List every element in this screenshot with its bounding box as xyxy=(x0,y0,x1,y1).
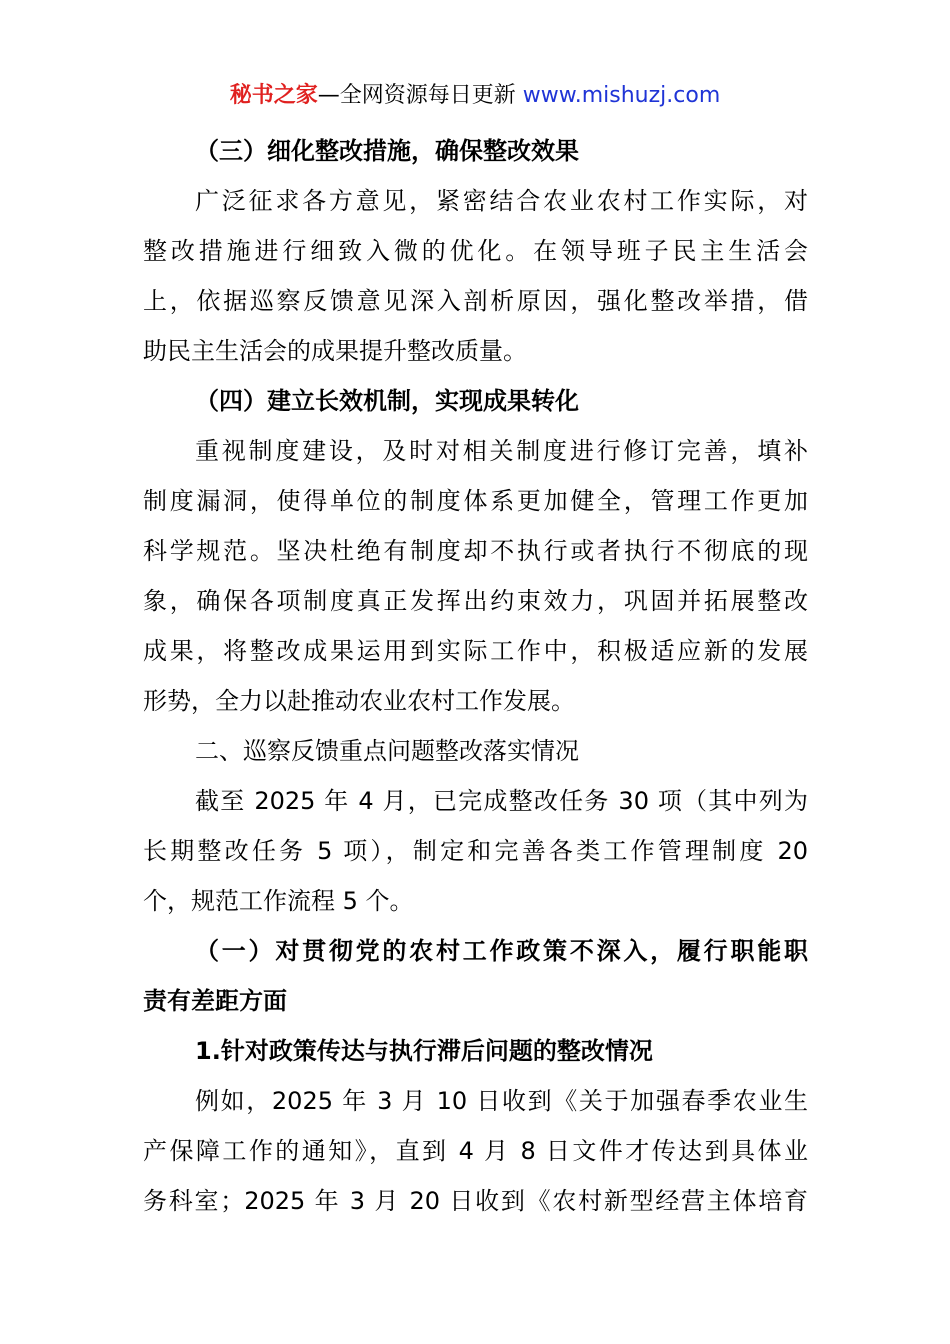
paragraph-line: 助民主生活会的成果提升整改质量。 xyxy=(143,337,527,365)
document-body xyxy=(143,126,808,1226)
section-heading-line: （三）细化整改措施，确保整改效果 xyxy=(195,137,579,165)
section-heading-line: （一）对贯彻党的农村工作政策不深入，履行职能职 xyxy=(195,937,808,965)
paragraph-line: 截至 2025 年 4 月，已完成整改任务 30 项（其中列为 xyxy=(195,787,808,815)
paragraph-line: 整改措施进行细致入微的优化。在领导班子民主生活会 xyxy=(143,237,808,265)
paragraph-line: 形势，全力以赴推动农业农村工作发展。 xyxy=(143,687,575,715)
site-watermark-header xyxy=(0,80,950,112)
section-heading-line: 1.针对政策传达与执行滞后问题的整改情况 xyxy=(195,1037,653,1065)
site-url: www.mishuzj.com xyxy=(522,83,721,108)
paragraph-line: 务科室；2025 年 3 月 20 日收到《农村新型经营主体培育 xyxy=(143,1187,808,1215)
paragraph-line: 重视制度建设，及时对相关制度进行修订完善，填补 xyxy=(195,437,808,465)
paragraph-line: 广泛征求各方意见，紧密结合农业农村工作实际，对 xyxy=(195,187,808,215)
paragraph-line: 例如，2025 年 3 月 10 日收到《关于加强春季农业生 xyxy=(195,1087,808,1115)
site-slogan: —全网资源每日更新 xyxy=(317,83,516,108)
paragraph-line: 科学规范。坚决杜绝有制度却不执行或者执行不彻底的现 xyxy=(143,537,808,565)
paragraph-line: 产保障工作的通知》，直到 4 月 8 日文件才传达到具体业 xyxy=(143,1137,808,1165)
paragraph-line: 成果，将整改成果运用到实际工作中，积极适应新的发展 xyxy=(143,637,808,665)
paragraph-line: 制度漏洞，使得单位的制度体系更加健全，管理工作更加 xyxy=(143,487,808,515)
site-brand: 秘书之家 xyxy=(229,83,318,108)
section-heading-line: （四）建立长效机制，实现成果转化 xyxy=(195,387,579,415)
paragraph-line: 象，确保各项制度真正发挥出约束效力，巩固并拓展整改 xyxy=(143,587,808,615)
paragraph-line: 长期整改任务 5 项），制定和完善各类工作管理制度 20 xyxy=(143,837,808,865)
paragraph-line: 二、巡察反馈重点问题整改落实情况 xyxy=(195,737,579,765)
paragraph-line: 个，规范工作流程 5 个。 xyxy=(143,887,414,915)
section-heading-line: 责有差距方面 xyxy=(143,987,287,1015)
paragraph-line: 上，依据巡察反馈意见深入剖析原因，强化整改举措，借 xyxy=(143,287,808,315)
